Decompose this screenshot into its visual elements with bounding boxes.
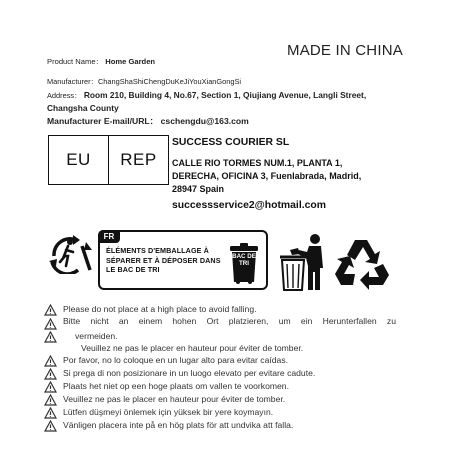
manufacturer-email-label: Manufacturer E-mail/URL： <box>47 116 159 126</box>
bin-label: BAC DE TRI <box>232 253 256 267</box>
warning-row <box>44 354 404 368</box>
warning-triangle-icon <box>44 318 57 330</box>
made-in-label: MADE IN CHINA <box>287 42 403 59</box>
manufacturer-email-row <box>47 115 249 127</box>
eu-rep-box <box>48 135 169 185</box>
warning-triangle-icon <box>44 407 57 419</box>
address-row <box>47 89 403 115</box>
representative-email: successservice2@hotmail.com <box>172 200 326 211</box>
warning-text: Lütfen düşmeyi önlemek için yüksek bir yere koymayın. <box>63 407 274 417</box>
warning-triangle-icon <box>44 355 57 367</box>
product-name-row <box>47 56 155 67</box>
warning-triangle-icon <box>44 420 57 432</box>
warning-text: Bitte nicht an einem hohen Ort platzieren, um ein Herunterfallen zu <box>63 316 396 326</box>
warning-text: vermeiden. <box>75 331 118 341</box>
warning-row <box>44 380 404 394</box>
representative-name: SUCCESS COURIER SL <box>172 137 290 148</box>
address-label: Address： <box>47 91 82 100</box>
manufacturer-row <box>47 76 241 87</box>
warning-row <box>44 406 404 420</box>
manufacturer-email-value: cschengdu@163.com <box>160 116 249 126</box>
warning-text: Vänligen placera inte på en hög plats för att undvika att falla. <box>63 420 294 430</box>
warning-text: Veuillez ne pas le placer en hauteur pour éviter de tomber. <box>81 343 304 353</box>
warning-triangle-icon <box>44 304 57 316</box>
eu-rep-rep: REP <box>108 136 168 184</box>
address-value: Room 210, Building 4, No.67, Section 1, Qiujiang Avenue, Langli Street, Changsha County <box>47 90 367 113</box>
warning-row <box>44 419 404 433</box>
triman-icon <box>46 232 94 274</box>
manufacturer-label: Manufacturer： <box>47 77 98 86</box>
representative-address: CALLE RIO TORMES NUM.1, PLANTA 1, DERECHA, OFICINA 3, Fuenlabrada, Madrid, 28947 Spain <box>172 158 362 194</box>
product-name-value: Home Garden <box>105 57 156 66</box>
manufacturer-value: ChangShaShiChengDuKeJiYouXianGongSi <box>97 77 242 86</box>
warning-row <box>44 393 404 407</box>
warning-triangle-icon <box>44 331 57 343</box>
warning-row <box>44 367 404 381</box>
warning-triangle-icon <box>44 394 57 406</box>
sorting-text: ÉLÉMENTS D'EMBALLAGE À SÉPARER ET À DÉPOSER DANS LE BAC DE TRI <box>106 246 221 275</box>
warning-triangle-icon <box>44 368 57 380</box>
product-name-label: Product Name： <box>47 57 104 66</box>
fr-tag: FR <box>98 230 120 243</box>
warning-triangle-icon <box>44 381 57 393</box>
warning-text: Si prega di non posizionare in un luogo elevato per evitare cadute. <box>63 368 316 378</box>
warning-text: Veuillez ne pas le placer en hauteur pour éviter de tomber. <box>63 394 286 404</box>
warning-text: Please do not place at a high place to avoid falling. <box>63 304 257 314</box>
warning-text: Plaats het niet op een hoge plaats om vallen te voorkomen. <box>63 381 289 391</box>
person-trash-icon <box>276 232 331 292</box>
warning-text: Por favor, no lo coloque en un lugar alto para evitar caídas. <box>63 355 289 365</box>
recycle-icon <box>333 234 391 290</box>
eu-rep-eu: EU <box>66 150 91 169</box>
